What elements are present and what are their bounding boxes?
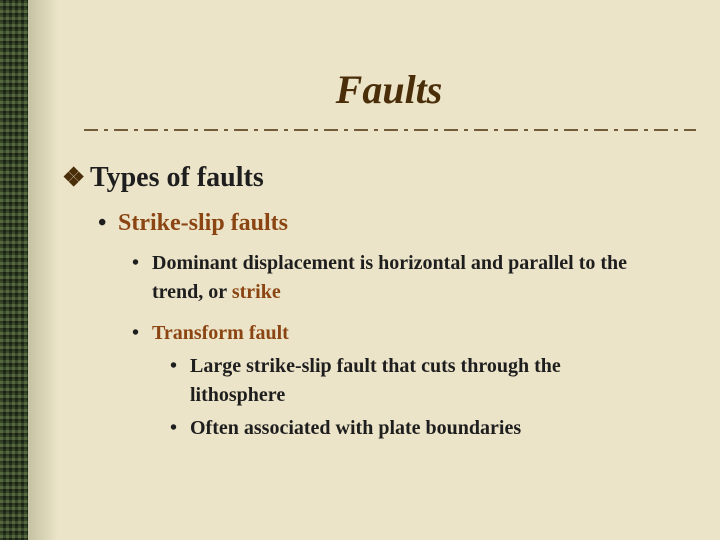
bullet-icon: • [170,355,178,377]
item-large-strike-slip [170,352,702,410]
item-transform-fault [132,319,702,348]
diamond-bullet-icon: ❖ [62,163,86,192]
item-text: Strike-slip faults [118,210,289,236]
bullet-icon: • [98,210,107,236]
bullet-icon: • [132,322,140,344]
item-text: Transform fault [152,322,289,344]
title-divider [84,128,696,132]
item-text: Large strike-slip fault that cuts through the lithosphere [190,355,561,406]
bullet-icon: • [170,417,178,439]
heading-text: Types of faults [90,162,264,193]
item-text [152,249,672,307]
slide-body [62,162,702,443]
item-strike-slip-faults [98,210,702,237]
item-plate-boundaries [170,414,702,443]
heading-types-of-faults [62,162,702,202]
item-text-accent: strike [231,281,281,303]
slide-title: Faults [335,67,443,112]
item-dominant-displacement [132,249,702,307]
item-text: Often associated with plate boundaries [190,417,522,439]
left-band-shadow [28,0,58,540]
left-decorative-band [0,0,28,540]
item-text-main: Dominant displacement is horizontal and parallel to the trend, or [152,252,628,303]
bullet-icon: • [132,252,140,274]
